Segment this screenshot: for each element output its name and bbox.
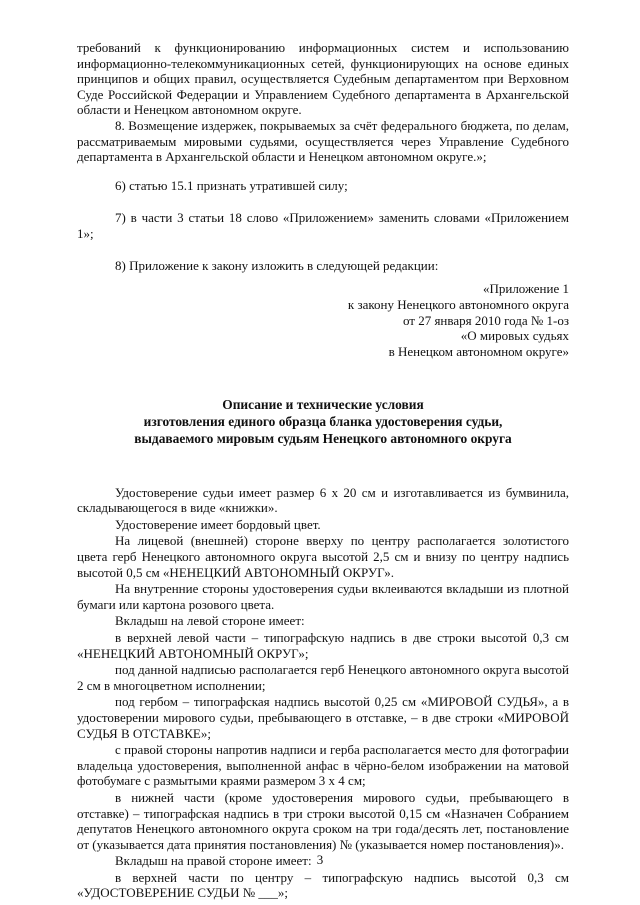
body-paragraph: Вкладыш на правой стороне имеет: — [115, 853, 312, 869]
body-paragraph: с правой стороны напротив надписи и герба располагается место для фотографии владельца удостоверения, выполненной анфас в чёрно-белом изображении на матовой фотобумаге с размытыми краями размером 3 х 4 см; — [77, 742, 569, 789]
amendment-6: 6) статью 15.1 признать утратившей силу; — [115, 177, 348, 193]
intro-paragraph: требований к функционированию информационных систем и использованию информационно-телекоммуникационных сетей, функционирующих на основе единых принципов и общих правил, осуществляется Судебным департаментом при Верховном Суде Российской Федерации и Управлением Судебного департамента в Архангельской области и Ненецком автономном округе. — [77, 40, 569, 118]
title-line: Описание и технические условия — [222, 396, 424, 412]
appendix-line: «Приложение 1 — [482, 281, 569, 297]
appendix-header — [77, 281, 569, 360]
title-line: выдаваемого мировым судьям Ненецкого автономного округа — [134, 430, 512, 446]
appendix-line: в Ненецком автономном округе» — [388, 343, 569, 359]
appendix-line: к закону Ненецкого автономного округа — [347, 296, 569, 312]
body-paragraph: На внутренние стороны удостоверения судьи вклеиваются вкладыши из плотной бумаги или картона розового цвета. — [77, 581, 569, 612]
document-page — [77, 40, 569, 902]
body-paragraph: под данной надписью располагается герб Ненецкого автономного округа высотой 2 см в многоцветном исполнении; — [77, 662, 569, 693]
document-title — [77, 396, 569, 447]
body-paragraph: в верхней левой части – типографскую надпись в две строки высотой 0,3 см «НЕНЕЦКИЙ АВТОНОМНЫЙ ОКРУГ»; — [77, 629, 569, 661]
body-paragraph: в верхней части по центру – типографскую надпись высотой 0,3 см «УДОСТОВЕРЕНИЕ СУДЬИ № ___»; — [77, 869, 569, 901]
page-number: 3 — [316, 852, 324, 867]
title-line: изготовления единого образца бланка удостоверения судьи, — [143, 413, 503, 429]
body-paragraph: На лицевой (внешней) стороне вверху по центру располагается золотистого цвета герб Ненецкого автономного округа высотой 2,5 см и внизу по центру надпись высотой 0,5 см «НЕНЕЦКИЙ АВТОНОМНЫЙ ОКРУГ». — [77, 533, 569, 580]
appendix-line: от 27 января 2010 года № 1-оз — [402, 312, 569, 328]
body-paragraph: в нижней части (кроме удостоверения мирового судьи, пребывающего в отставке) – типографская надпись в три строки высотой 0,15 см «Назначен Собранием депутатов Ненецкого автономного округа сроком на три года/десять лет, постановление от (указывается дата принятия постановления) № (указывается номер постановления)». — [77, 789, 569, 852]
item-8-paragraph: 8. Возмещение издержек, покрываемых за счёт федерального бюджета, по делам, рассматриваемым мировыми судьями, осуществляется через Управление Судебного департамента в Архангельской области и Ненецком автономном округе.»; — [77, 117, 569, 165]
specification-body — [77, 485, 569, 901]
body-paragraph: Удостоверение судьи имеет размер 6 х 20 см и изготавливается из бумвинила, складывающегося в виде «книжки». — [77, 484, 569, 516]
body-paragraph: Удостоверение имеет бордовый цвет. — [115, 516, 321, 532]
amendment-8: 8) Приложение к закону изложить в следующей редакции: — [115, 257, 439, 273]
body-paragraph: под гербом – типографская надпись высотой 0,25 см «МИРОВОЙ СУДЬЯ», а в удостоверении мирового судьи, пребывающего в отставке, – в две строки «МИРОВОЙ СУДЬЯ В ОТСТАВКЕ»; — [77, 694, 569, 741]
amendment-7: 7) в части 3 статьи 18 слово «Приложением» заменить словами «Приложением 1»; — [77, 210, 569, 241]
appendix-line: «О мировых судьях — [460, 328, 569, 344]
body-paragraph: Вкладыш на левой стороне имеет: — [115, 613, 305, 629]
